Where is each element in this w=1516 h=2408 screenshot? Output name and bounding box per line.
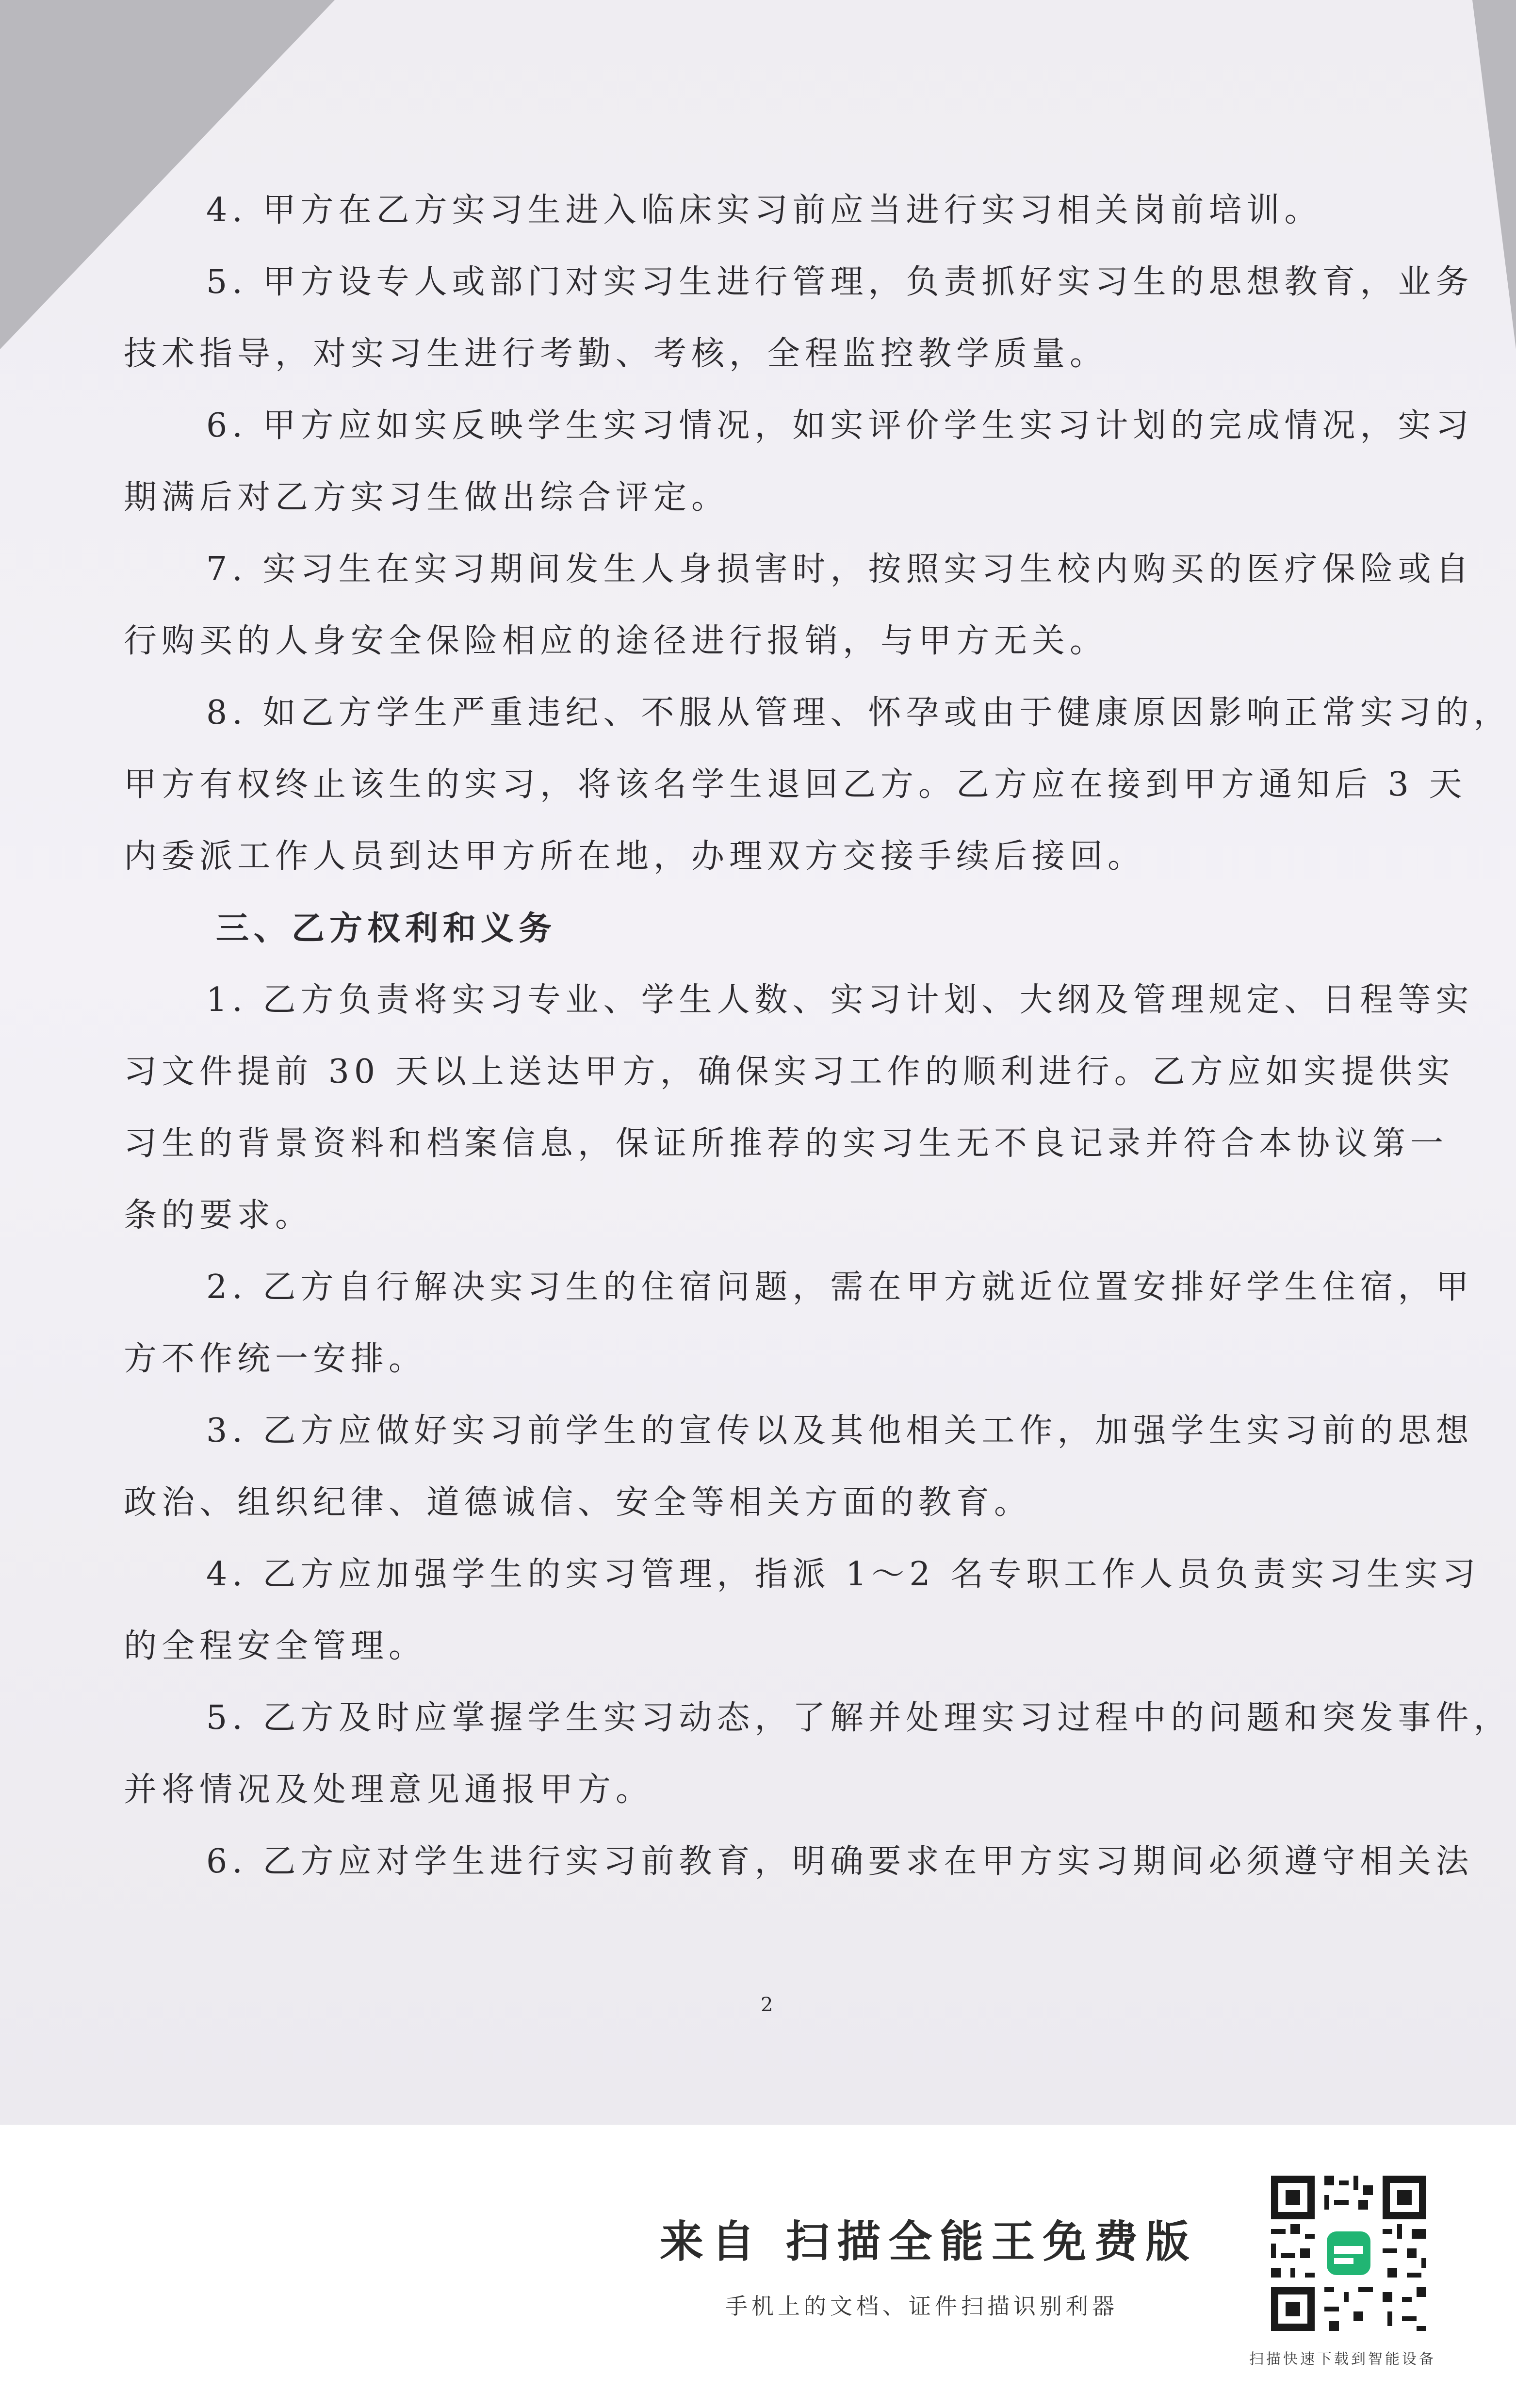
page-number: 2 bbox=[761, 1994, 773, 2016]
qr-code-icon[interactable] bbox=[1266, 2171, 1431, 2336]
body-line: 6. 甲方应如实反映学生实习情况，如实评价学生实习计划的完成情况，实习 bbox=[206, 407, 1474, 445]
body-line: 条的要求。 bbox=[124, 1196, 313, 1235]
body-line: 习生的背景资料和档案信息，保证所推荐的实习生无不良记录并符合本协议第一 bbox=[124, 1124, 1449, 1163]
body-line: 4. 甲方在乙方实习生进入临床实习前应当进行实习相关岗前培训。 bbox=[206, 191, 1322, 229]
qr-caption: 扫描快速下载到智能设备 bbox=[1249, 2351, 1436, 2368]
body-line: 内委派工作人员到达甲方所在地，办理双方交接手续后接回。 bbox=[124, 837, 1146, 876]
body-line: 行购买的人身安全保险相应的途径进行报销，与甲方无关。 bbox=[124, 622, 1108, 660]
body-line: 5. 甲方设专人或部门对实习生进行管理，负责抓好实习生的思想教育，业务 bbox=[206, 263, 1474, 301]
section-heading: 三、乙方权利和义务 bbox=[216, 909, 557, 948]
body-line: 并将情况及处理意见通报甲方。 bbox=[124, 1771, 654, 1809]
body-line: 的全程安全管理。 bbox=[124, 1627, 427, 1665]
scanner-watermark-footer bbox=[0, 2125, 1516, 2408]
footer-subtitle: 手机上的文档、证件扫描识别利器 bbox=[725, 2293, 1118, 2319]
body-line: 5. 乙方及时应掌握学生实习动态，了解并处理实习过程中的问题和突发事件， bbox=[206, 1699, 1512, 1737]
body-line: 技术指导，对实习生进行考勤、考核，全程监控教学质量。 bbox=[124, 335, 1108, 373]
body-line: 1. 乙方负责将实习专业、学生人数、实习计划、大纲及管理规定、日程等实 bbox=[206, 981, 1474, 1019]
body-line: 习文件提前 30 天以上送达甲方，确保实习工作的顺利进行。乙方应如实提供实 bbox=[124, 1053, 1455, 1091]
body-line: 方不作统一安排。 bbox=[124, 1340, 427, 1378]
document-body bbox=[124, 175, 1512, 1898]
footer-title: 来自 扫描全能王免费版 bbox=[660, 2216, 1197, 2267]
body-line: 甲方有权终止该生的实习，将该名学生退回乙方。乙方应在接到甲方通知后 3 天 bbox=[124, 765, 1467, 804]
body-line: 3. 乙方应做好实习前学生的宣传以及其他相关工作，加强学生实习前的思想 bbox=[206, 1412, 1474, 1450]
body-line: 期满后对乙方实习生做出综合评定。 bbox=[124, 478, 730, 517]
body-line: 政治、组织纪律、道德诚信、安全等相关方面的教育。 bbox=[124, 1483, 1032, 1522]
body-line: 2. 乙方自行解决实习生的住宿问题，需在甲方就近位置安排好学生住宿，甲 bbox=[206, 1268, 1474, 1306]
body-line: 8. 如乙方学生严重违纪、不服从管理、怀孕或由于健康原因影响正常实习的， bbox=[206, 694, 1512, 732]
body-line: 7. 实习生在实习期间发生人身损害时，按照实习生校内购买的医疗保险或自 bbox=[206, 550, 1474, 588]
body-line: 4. 乙方应加强学生的实习管理，指派 1～2 名专职工作人员负责实习生实习 bbox=[206, 1555, 1481, 1594]
body-line: 6. 乙方应对学生进行实习前教育，明确要求在甲方实习期间必须遵守相关法 bbox=[206, 1842, 1474, 1881]
